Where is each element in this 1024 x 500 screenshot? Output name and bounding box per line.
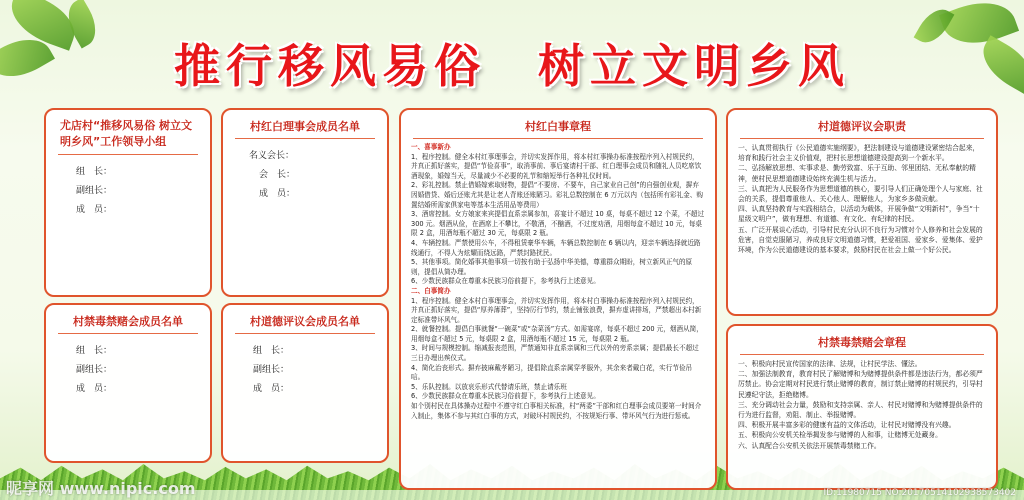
charter-paragraph: 2、彩礼控制。禁止借婚嫁索取财物，提倡“不要房、不要车，自己家业自己创”的自强创业观，摒弃因婚借贷、婚后还账尤其是让老人背账还账陋习。彩礼总数控制在 6 万元以内（包括所有彩礼金、购置结婚所需家俱家电等基本生活用品等费用）: [411, 181, 703, 209]
panel-title: 村道德评议会职责: [818, 120, 906, 133]
charter-paragraph: 一、积极向村民宣传国家的法律、法规，让村民学法、懂法。: [738, 360, 922, 368]
field-label: 会 长：: [259, 170, 296, 180]
panel-title: 村红白事章程: [525, 120, 591, 133]
duty-paragraph: 五、广泛开展谈心活动，引导村民充分认识不良行为习惯对个人修养和社会发展的危害，自觉克服陋习，养成良好文明道德习惯，把爱祖国、爱家乡、爱集体、爱护环境，作为公民道德建设的基本要求，鼓励村民在社会上做一个好公民。: [738, 225, 983, 255]
panel-anti-drug-members: [44, 303, 212, 463]
section-heading: 二、白事简办: [411, 286, 451, 295]
charter-paragraph: 1、程序控制。健全本村红事理事会，并切实发挥作用，将本村红事操办标准按程序列入村规民约，并真正抓好落实，提倡“节俭喜事”，取消事前、事后宴请村干部、红白理事会成员和随礼人员吃席饮酒现象，婚嫁当天，尽量减少不必要的礼节和缩短举行各种礼仪时间。: [411, 152, 702, 180]
panel-moral-council-duties: [726, 108, 998, 316]
duty-paragraph: 二、弘扬解放思想、实事求是、勤劳致富、乐于互助、邻里团结、无私奉献的精神，使村民思想道德建设始终充满生机与活力。: [738, 164, 976, 183]
panel-anti-drug-charter: [726, 324, 998, 490]
section-heading: 一、喜事新办: [411, 143, 451, 151]
charter-paragraph: 3、时间与规模控制。缩减报丧范围，严禁通知非直系亲属和三代以外的旁系亲属；提倡最长不超过三日办理出殡仪式。: [411, 344, 699, 363]
panel-moral-council-members: [221, 303, 389, 463]
field-label: 成 员：: [76, 205, 113, 215]
page-title: 推行移风易俗 树立文明乡风: [174, 39, 850, 93]
watermark-site: 昵享网 www.nipic.com: [6, 479, 196, 498]
charter-paragraph: 五、积极向公安机关检举揭发参与赌博的人和事，让赌博无处藏身。: [738, 431, 942, 440]
field-label: 组 长：: [76, 167, 113, 177]
panel-red-white-charter: [399, 108, 717, 490]
charter-paragraph: 六、认真配合公安机关依法开展禁毒禁赌工作。: [738, 441, 881, 450]
charter-paragraph: 4、简化治丧形式。摒弃披麻戴孝陋习，提倡除直系亲属穿孝服外，其余来者戴白花，实行节俭吊唁。: [411, 363, 693, 382]
panel-leading-group: [44, 108, 212, 297]
charter-paragraph: 6、少数民族群众在尊重本民族习俗前提下，参考执行上述意见。: [411, 392, 600, 401]
field-label: 成 员：: [76, 384, 113, 394]
charter-body: [401, 139, 715, 421]
field-label: 组 长：: [76, 346, 113, 356]
field-label: 名义会长：: [249, 151, 295, 161]
field-label: 副组长：: [76, 186, 113, 196]
field-label: 副组长：: [253, 365, 290, 375]
field-label: 成 员：: [259, 189, 296, 199]
panel-title: 村禁毒禁赌会章程: [818, 336, 906, 349]
charter-paragraph: 四、积极开展丰富多彩的健康有益的文体活动，让村民对赌博没有兴趣。: [738, 421, 956, 430]
duty-paragraph: 一、认真贯彻执行《公民道德实施纲要》，把法制建设与道德建设紧密结合起来，培育和践行社会主义价值观，把村长思想道德建设提高到一个新水平。: [738, 144, 980, 163]
panel-title: 村红白理事会成员名单: [250, 120, 360, 133]
charter-paragraph: 二、加强法制教育，教育村民了解赌博和为赌博提供条件都是违法行为，都必须严厉禁止。协会定期对村民进行禁止赌博的教育，制订禁止赌博的村规民约，引导村民遵纪守法，拒绝赌博。: [738, 370, 983, 399]
panel-title: 村禁毒禁赌会成员名单: [73, 315, 183, 328]
charter-paragraph: 三、充分调动社会力量，鼓励和支持亲属、亲人、村民对赌博和为赌博提供条件的行为进行监督，劝阻、制止、举报赌博。: [738, 400, 983, 420]
field-label: 成 员：: [253, 384, 290, 394]
charter-paragraph: 如个别村民在具体操办过程中不遵守红白事相关标准，村“两委”干部和红白理事会成员要第一时间介入制止，集体不参与其红白事的方式，对破坏村规民约，不按规矩行事、带坏风气行为进行惩戒。: [411, 402, 702, 420]
duty-paragraph: 三、认真把为人民服务作为思想道德的核心，要引导人们正确处理个人与家庭、社会的关系，提倡尊重他人、关心他人、理解他人，为家乡多做贡献。: [738, 184, 983, 204]
duties-body: [728, 139, 996, 255]
field-label: 副组长：: [76, 365, 113, 375]
watermark-id: ID:11980715 NO:20170514102938573402: [823, 488, 1016, 498]
charter-paragraph: 6、少数民族群众在尊重本民族习俗前提下，参考执行上述意见。: [411, 277, 600, 286]
charter-paragraph: 3、酒席控制。女方娘家来宾提倡直系亲属参加，喜宴计不超过 10 桌，每桌不超过 12 个菜，不超过 300 元。烟酒从俭，在酒席上不攀比，不敬酒，不酗酒，不过度劝酒，用烟每盒不超过 10 元，每桌限 2 盒，用酒每瓶不超过 30 元，每桌限 2 瓶。: [411, 210, 705, 238]
panel-title: 村道德评议会成员名单: [250, 315, 360, 328]
charter-body: [728, 355, 996, 451]
charter-paragraph: 5、其他事项。简化婚事其他事项一切按有助于弘扬中华美德，尊重群众期盼，树立新风正气的原则，提倡从简办理。: [411, 258, 693, 276]
duty-paragraph: 四、认真坚持教育与实践相结合，以活动为载体，开展争做“文明新村”，争当“十星级文明户”，做有理想、有道德、有文化、有纪律的村民。: [738, 205, 980, 224]
charter-paragraph: 5、乐队控制。以放哀乐形式代替请乐班，禁止请乐班: [411, 382, 567, 391]
charter-paragraph: 1、程序控制。健全本村白事理事会，并切实发挥作用，将本村白事操办标准按程序列入村规民约，并真正抓好落实，提倡“厚养薄葬”，坚持厉行节约，禁止铺张浪费，摒弃虚讲排场，严禁超出本村新定标准带坏风气。: [411, 296, 702, 324]
charter-paragraph: 2、就餐控制。提倡白事就餐“一碗菜”或“杂菜汤”方式。如需宴席，每桌不超过 200 元，烟酒从简，用烟每盒不超过 5 元，每桌限 2 盒，用酒每瓶不超过 15 元，每桌限 2 瓶。: [411, 325, 703, 343]
panel-title: 尤店村“推移风易俗 树立文明乡风”工作领导小组: [60, 119, 193, 148]
panel-red-white-council: [221, 108, 389, 297]
field-label: 组 长：: [253, 346, 290, 356]
charter-paragraph: 4、车辆控制。严禁使用公车，不得租赁豪华车辆，车辆总数控制在 6 辆以内，迎亲车辆选择就近路线通行，不得人为炫耀而绕远路，严禁封路扰民。: [411, 238, 701, 257]
